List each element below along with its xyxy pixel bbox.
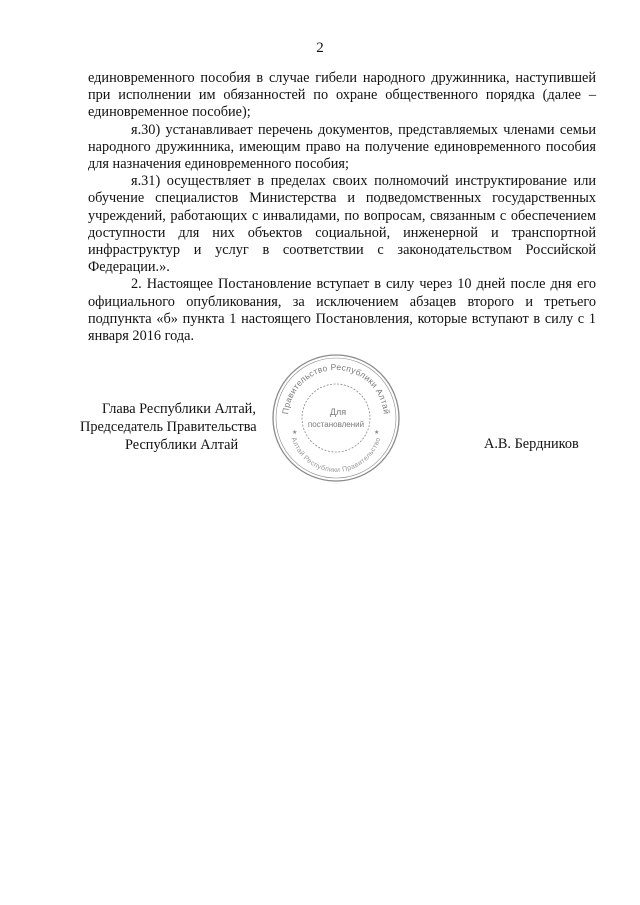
signer-title-line-2: Председатель Правительства: [80, 419, 257, 435]
document-body: [88, 70, 596, 345]
signer-title-line-1: Глава Республики Алтай,: [102, 401, 256, 417]
seal-outer-text-bottom: Алтай Республики Правительство: [289, 436, 383, 475]
paragraph-item-ya30: я.30) устанавливает перечень документов, представляемых членами семьи народного дружинника, имеющим право на получение единовременного пособия для назначения единовременного пособия;: [88, 121, 596, 173]
paragraph-continuation: единовременного пособия в случае гибели народного дружинника, наступившей при исполнении им обязанностей по охране общественного порядка (далее – единовременное пособие);: [88, 70, 596, 121]
seal-outer-ring: [273, 355, 399, 481]
paragraph-entry-into-force: 2. Настоящее Постановление вступает в силу через 10 дней после дня его официального опубликования, за исключением абзацев второго и третьего подпункта «б» пункта 1 настоящего Постановления, которые вступают в силу с 1 января 2016 года.: [88, 276, 596, 345]
paragraph-item-ya31: я.31) осуществляет в пределах своих полномочий инструктирование или обучение специалистов Министерства и подведомственных государственных учреждений, работающих с инвалидами, по вопросам, связанным с обеспечением доступности для них объектов социальной, инженерной и транспортной инфраструктур и услуг в соответствии с законодательством Российской Федерации.».: [88, 173, 596, 276]
seal-star-icon-right: ★: [374, 430, 380, 436]
seal-outer-text-top: Правительство Республики Алтай: [280, 361, 392, 415]
seal-center-ring: [302, 384, 370, 452]
seal-center-text-2: постановлений: [307, 420, 365, 429]
signer-name: А.В. Бердников: [484, 436, 579, 452]
seal-inner-ring: [276, 358, 396, 478]
page-number: 2: [316, 40, 324, 56]
signer-title-line-3: Республики Алтай: [125, 437, 239, 453]
seal-center-text-1: Для: [329, 407, 347, 417]
seal-star-icon-left: ★: [292, 430, 298, 436]
signature-block: [80, 400, 280, 454]
official-seal-stamp: [270, 352, 402, 484]
